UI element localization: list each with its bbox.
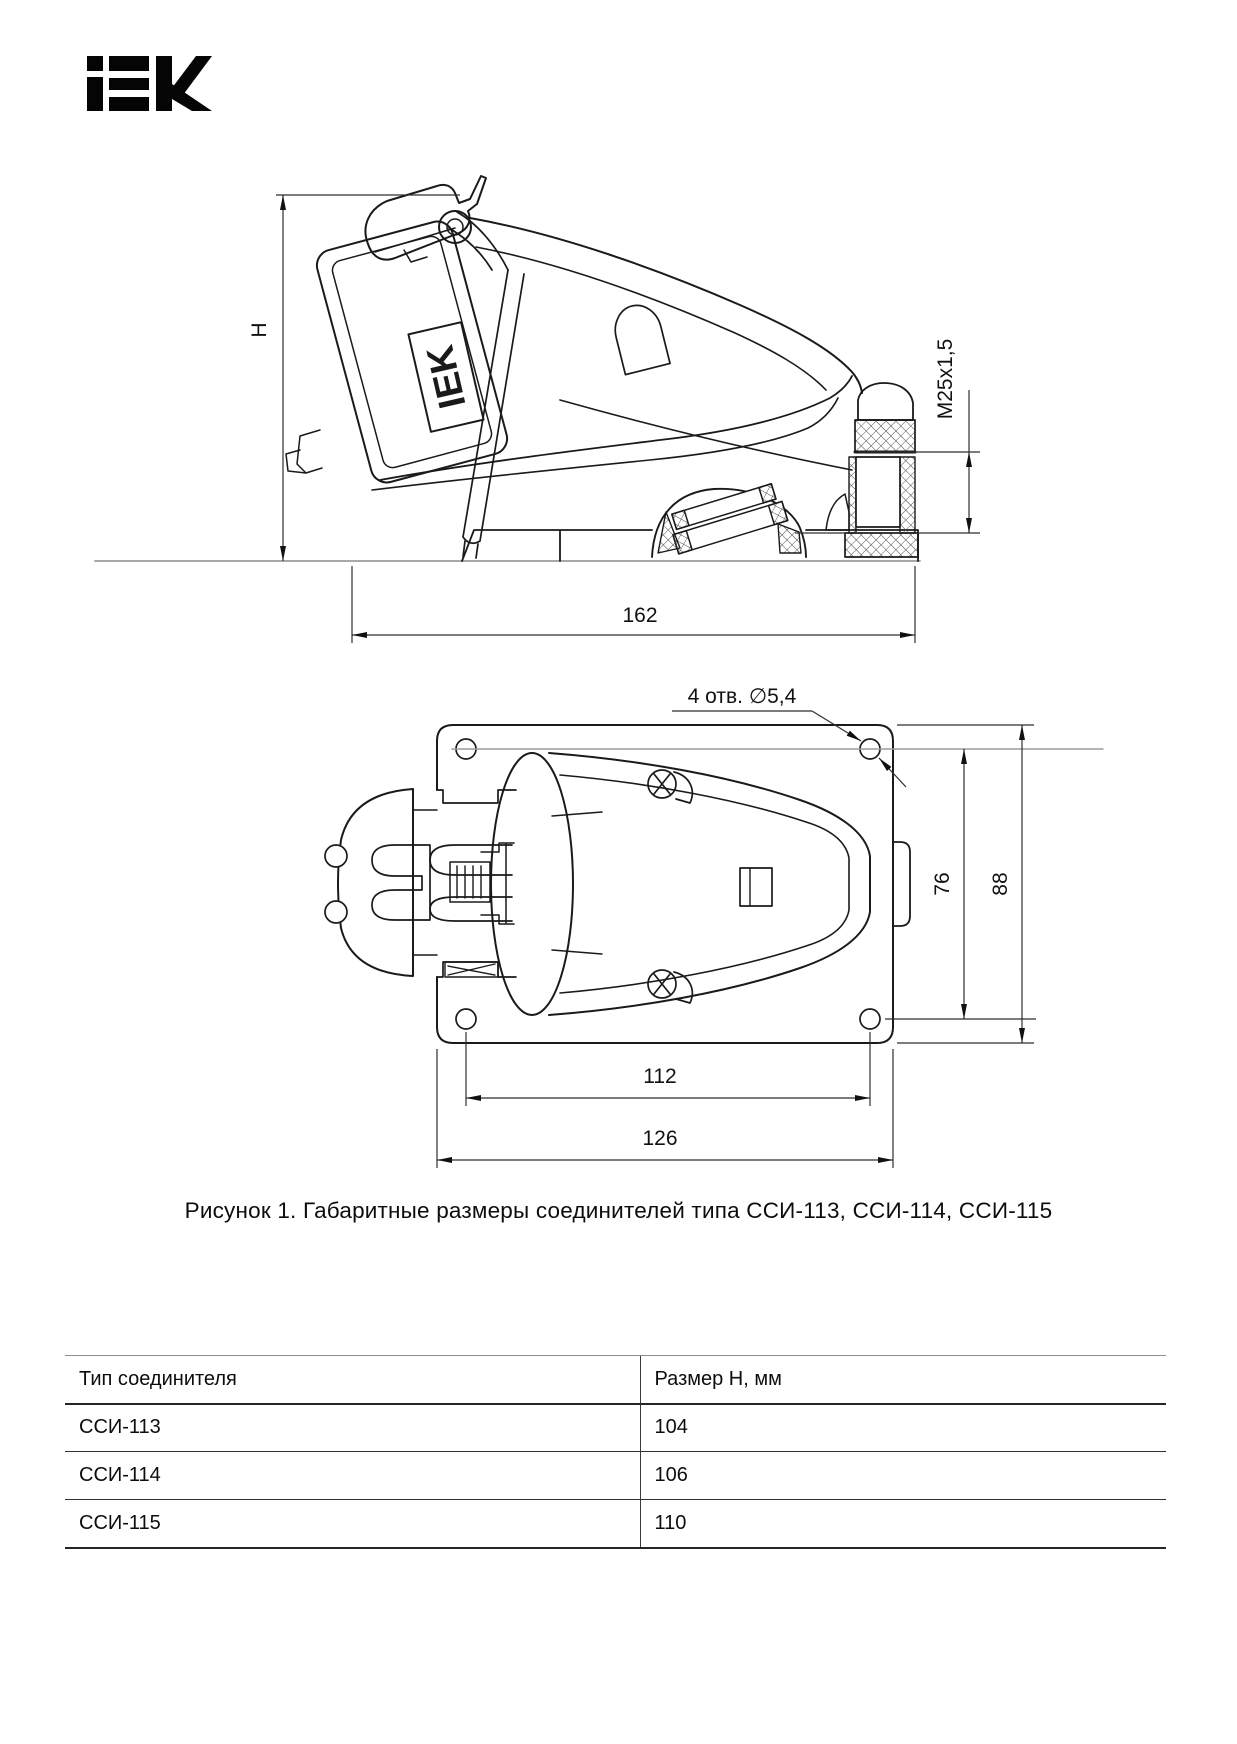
- dim-88-label: 88: [989, 872, 1012, 896]
- top-view-dimensions: [437, 685, 1036, 1168]
- dim-112-label: 112: [643, 1065, 677, 1088]
- column-header-size: Размер H, мм: [640, 1356, 1166, 1404]
- dim-m25-label: M25x1,5: [934, 338, 957, 420]
- cell-size: 110: [640, 1500, 1166, 1548]
- cell-type: ССИ-114: [65, 1452, 640, 1500]
- table-header-row: [65, 1356, 1166, 1404]
- face-logo-text: IEK: [419, 341, 475, 413]
- table-row: [65, 1404, 1166, 1452]
- dim-126-label: 126: [642, 1127, 678, 1150]
- iek-logo: [87, 56, 212, 111]
- cell-size: 106: [640, 1452, 1166, 1500]
- side-view-drawing: [95, 176, 920, 561]
- dim-162-label: 162: [622, 604, 658, 627]
- dim-holes-label: 4 отв. ∅5,4: [687, 685, 797, 708]
- dim-h-label: H: [248, 322, 271, 338]
- dimensions-table: [65, 1355, 1166, 1549]
- cell-size: 104: [640, 1404, 1166, 1452]
- figure-caption: Рисунок 1. Габаритные размеры соединителей типа ССИ-113, ССИ-114, ССИ-115: [184, 1198, 1053, 1223]
- top-view-drawing: [325, 725, 1103, 1043]
- cell-type: ССИ-113: [65, 1404, 640, 1452]
- column-header-type: Тип соединителя: [65, 1356, 640, 1404]
- cell-type: ССИ-115: [65, 1500, 640, 1548]
- dim-76-label: 76: [931, 872, 954, 896]
- table-row: [65, 1452, 1166, 1500]
- table-row: [65, 1500, 1166, 1548]
